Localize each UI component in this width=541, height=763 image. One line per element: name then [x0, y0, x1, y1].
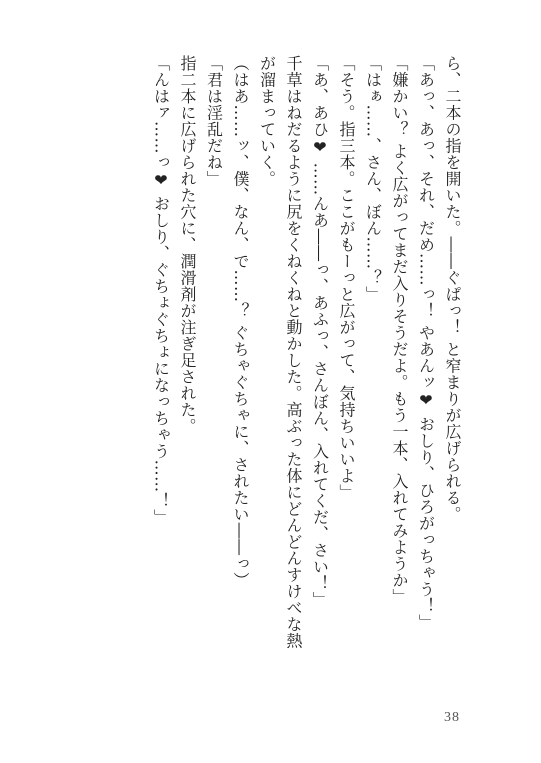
text-line: 「あ、あひ❤ ……んあ――っ、あふっ、さんぼん、入れてくだ、さい！」: [310, 55, 330, 609]
text-line: 千草はねだるように尻をくねくねと動かした。高ぶった体にどんどんすけべな熱: [284, 55, 303, 649]
text-line: 「あっ、あっ、それ、だめ……っ！ やあんッ❤ おしり、ひろがっちゃう！」: [416, 55, 436, 631]
text-line: 指二本に広げられた穴に、潤滑剤が注ぎ足された。: [178, 55, 197, 435]
vertical-text-body: [90, 55, 465, 680]
text-line: 「はぁ……、さん、ぼん……？」: [363, 55, 383, 303]
text-line: ら、二本の指を開いた。――ぐぱっ！ と窄まりが広げられる。: [443, 55, 462, 523]
text-line: 「んはァ……っ❤ おしり、ぐちょぐちょになっちゃう……！」: [151, 55, 171, 526]
text-line: が溜まっていく。: [257, 55, 277, 187]
text-line: 「君は淫乱だね」: [204, 55, 224, 187]
text-line: 「嫌かい？ よく広がってまだ入りそうだよ。もう一本、入れてみようか」: [390, 55, 409, 606]
text-line: （はあ……ッ、僕、なん、で……？ ぐちゃぐちゃに、されたい――っ）: [231, 55, 250, 589]
text-line: 「そう。指三本。ここがもーっと広がって、気持ちいいよ」: [337, 55, 356, 501]
page-number: 38: [444, 710, 460, 725]
